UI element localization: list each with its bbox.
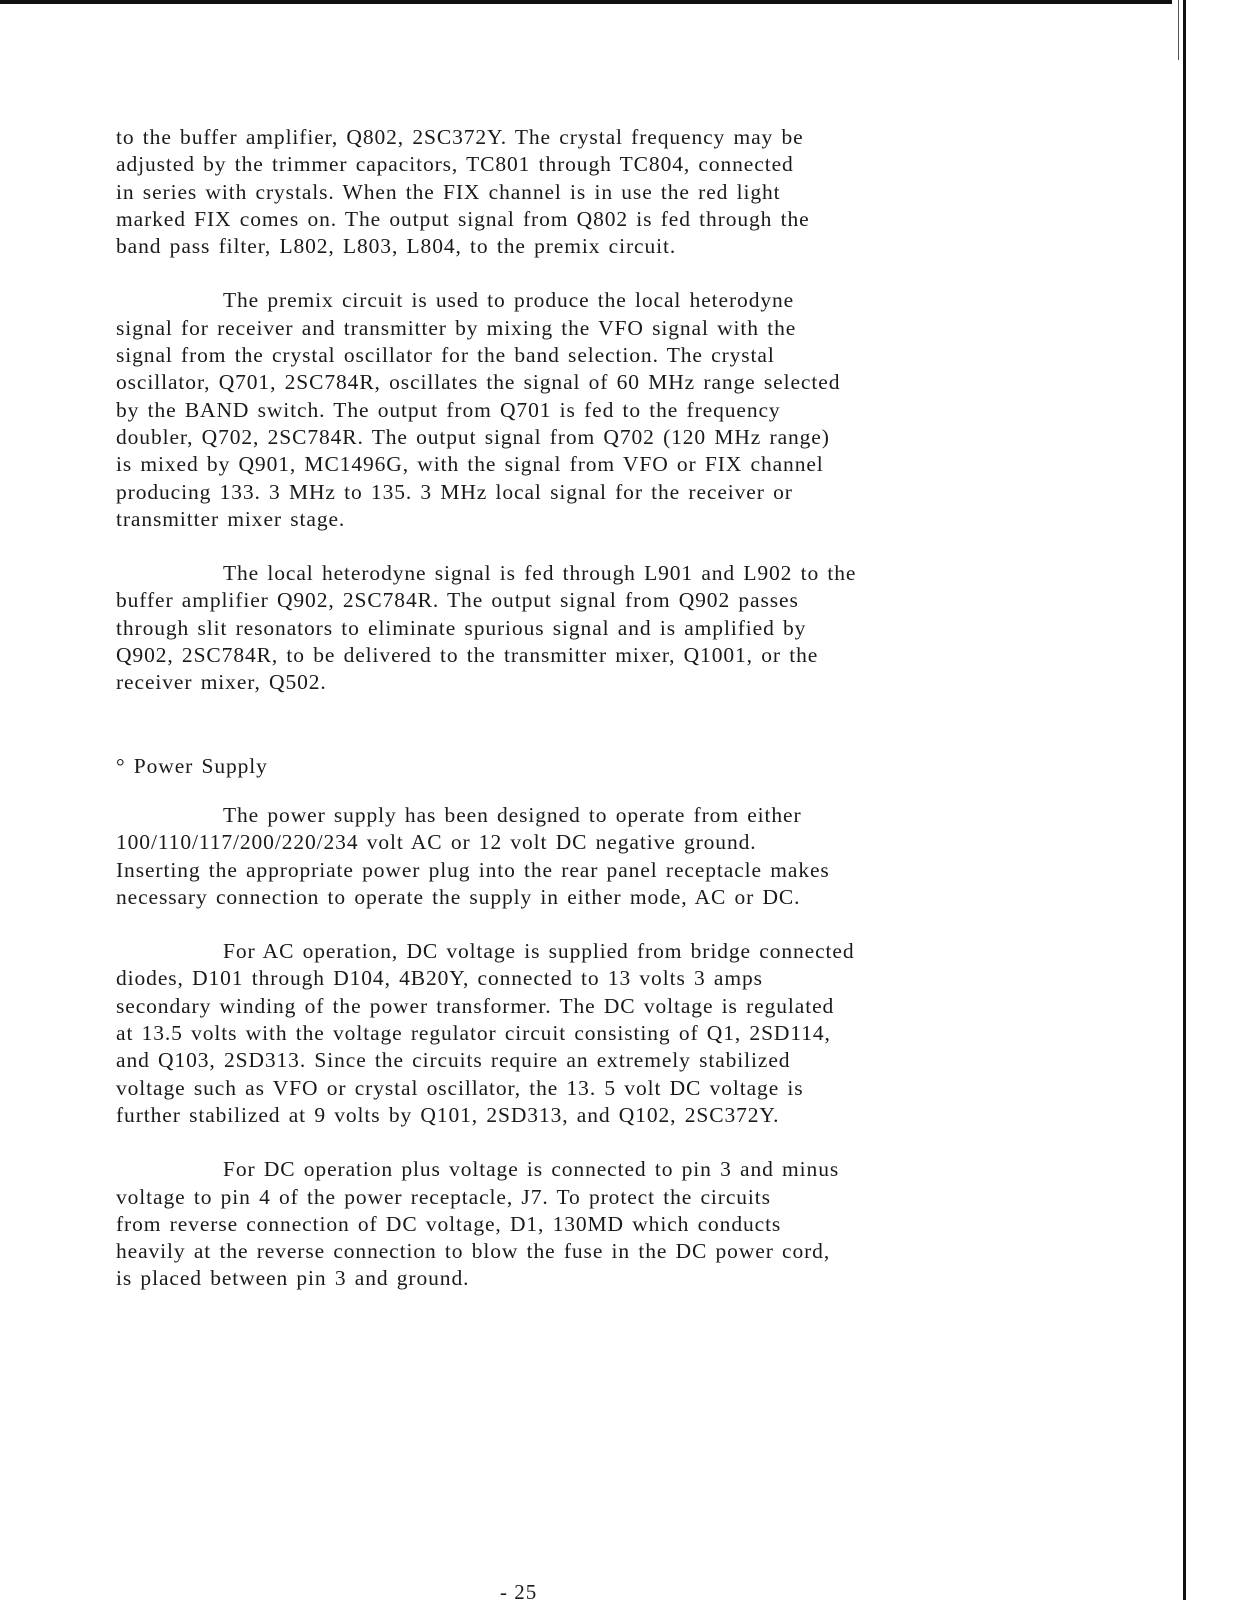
text-line: to the buffer amplifier, Q802, 2SC372Y. The crystal frequency may be — [116, 125, 804, 149]
text-line: receiver mixer, Q502. — [116, 670, 327, 695]
text-line: through slit resonators to eliminate spurious signal and is amplified by — [116, 615, 807, 640]
text-line: in series with crystals. When the FIX channel is in use the red light — [116, 179, 781, 204]
text-line: from reverse connection of DC voltage, D1, 130MD which conducts — [116, 1211, 782, 1236]
paragraph-spacer — [116, 911, 1046, 938]
section-heading-power-supply: ° Power Supply — [116, 753, 268, 778]
text-line: diodes, D101 through D104, 4B20Y, connected to 13 volts 3 amps — [116, 966, 763, 991]
paragraph-ac-operation — [116, 938, 1046, 1129]
paragraph-local-heterodyne — [116, 560, 1046, 696]
paragraph-spacer — [116, 260, 1046, 287]
text-line: necessary connection to operate the supply in either mode, AC or DC. — [116, 884, 801, 909]
paragraph-spacer — [116, 1129, 1046, 1156]
paragraph-crystal-oscillator — [116, 124, 1046, 260]
text-line: producing 133. 3 MHz to 135. 3 MHz local signal for the receiver or — [116, 479, 793, 504]
text-line: by the BAND switch. The output from Q701 is fed to the frequency — [116, 397, 781, 422]
text-line: oscillator, Q701, 2SC784R, oscillates the signal of 60 MHz range selected — [116, 370, 841, 395]
text-line: For AC operation, DC voltage is supplied from bridge connected — [223, 939, 855, 964]
page-body — [116, 124, 1046, 1293]
text-line: doubler, Q702, 2SC784R. The output signal from Q702 (120 MHz range) — [116, 424, 830, 449]
text-line: Q902, 2SC784R, to be delivered to the transmitter mixer, Q1001, or the — [116, 643, 819, 668]
text-line: heavily at the reverse connection to blow the fuse in the DC power cord, — [116, 1239, 831, 1264]
text-line: transmitter mixer stage. — [116, 506, 346, 531]
text-line: 100/110/117/200/220/234 volt AC or 12 volt DC negative ground. — [116, 830, 757, 855]
page-number: - 25 — [500, 1580, 538, 1604]
text-line: and Q103, 2SD313. Since the circuits require an extremely stabilized — [116, 1048, 791, 1073]
text-line: voltage to pin 4 of the power receptacle, J7. To protect the circuits — [116, 1184, 771, 1209]
section-spacer — [116, 697, 1046, 753]
paragraph-premix-circuit — [116, 287, 1046, 533]
top-border-rule — [0, 0, 1172, 4]
text-line: signal from the crystal oscillator for the band selection. The crystal — [116, 343, 775, 368]
text-line: voltage such as VFO or crystal oscillator, the 13. 5 volt DC voltage is — [116, 1075, 804, 1100]
text-line: at 13.5 volts with the voltage regulator circuit consisting of Q1, 2SD114, — [116, 1021, 831, 1046]
text-line: secondary winding of the power transformer. The DC voltage is regulated — [116, 993, 835, 1018]
text-line: The premix circuit is used to produce the local heterodyne — [223, 288, 795, 313]
text-line: further stabilized at 9 volts by Q101, 2SD313, and Q102, 2SC372Y. — [116, 1102, 780, 1127]
paragraph-dc-operation — [116, 1156, 1046, 1292]
text-line: band pass filter, L802, L803, L804, to the premix circuit. — [116, 234, 677, 259]
text-line: is placed between pin 3 and ground. — [116, 1266, 470, 1291]
text-line: Inserting the appropriate power plug into the rear panel receptacle makes — [116, 857, 830, 882]
text-line: The power supply has been designed to operate from either — [223, 802, 802, 827]
text-line: For DC operation plus voltage is connected to pin 3 and minus — [223, 1157, 840, 1182]
paragraph-power-supply-intro — [116, 802, 1046, 911]
text-line: marked FIX comes on. The output signal from Q802 is fed through the — [116, 206, 810, 231]
right-border-rule — [1183, 0, 1186, 1600]
text-line: is mixed by Q901, MC1496G, with the signal from VFO or FIX channel — [116, 452, 824, 477]
text-line: The local heterodyne signal is fed through L901 and L902 to the — [223, 561, 857, 586]
text-line: adjusted by the trimmer capacitors, TC801 through TC804, connected — [116, 152, 794, 177]
paragraph-spacer — [116, 533, 1046, 560]
right-border-tick — [1178, 0, 1179, 60]
text-line: buffer amplifier Q902, 2SC784R. The output signal from Q902 passes — [116, 588, 799, 613]
text-line: signal for receiver and transmitter by mixing the VFO signal with the — [116, 315, 797, 340]
